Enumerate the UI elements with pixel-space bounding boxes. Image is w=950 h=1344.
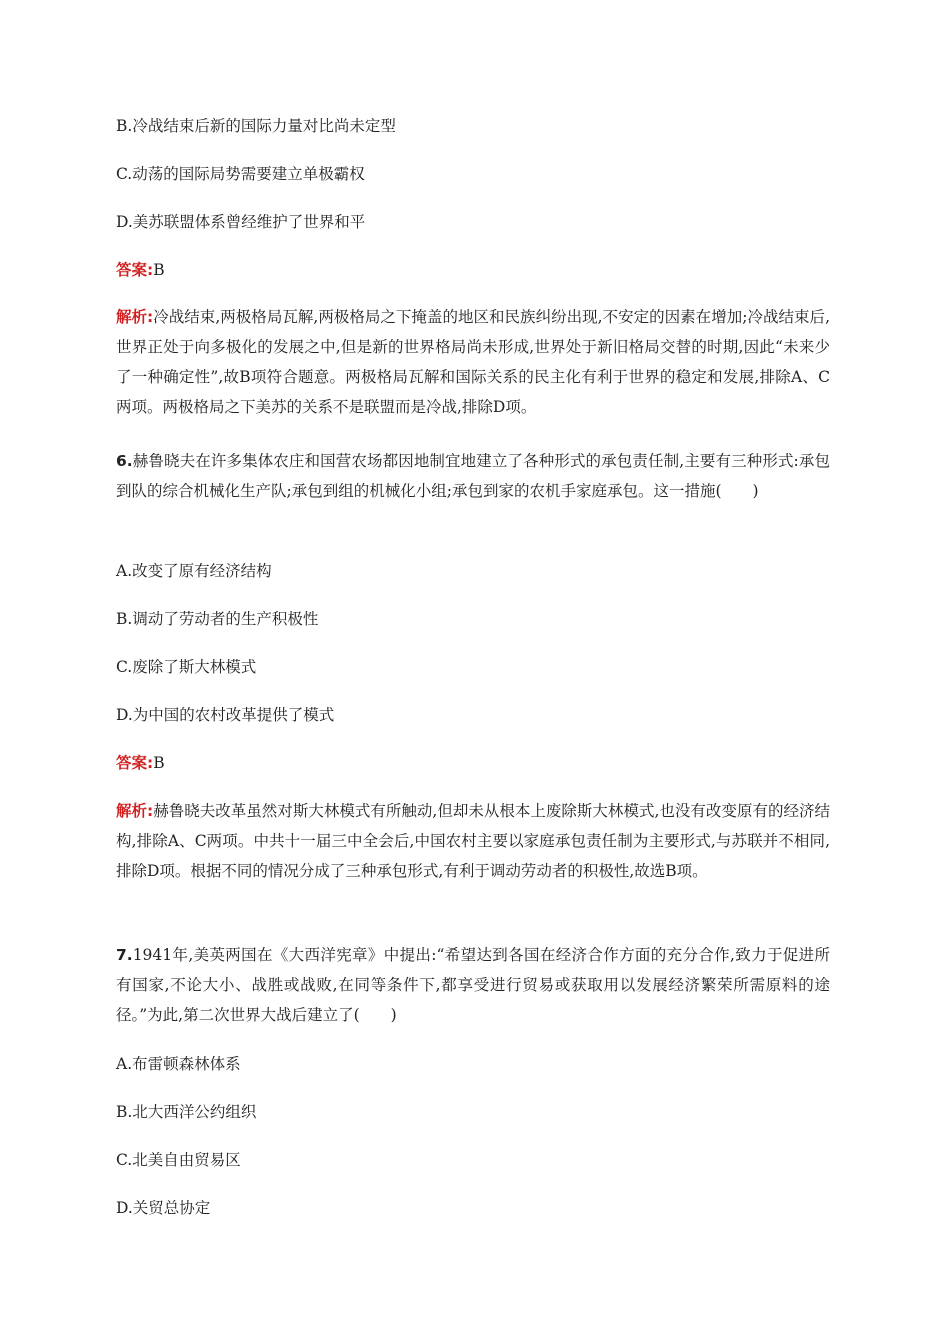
q6-option-d: D.为中国的农村改革提供了模式 — [116, 706, 335, 724]
answer-label: 答案: — [116, 261, 154, 279]
analysis-text: 赫鲁晓夫改革虽然对斯大林模式有所触动,但却未从根本上废除斯大林模式,也没有改变原有的经济结构,排除A、C两项。中共十一届三中全会后,中国农村主要以家庭承包责任制为主要形式,与苏联并不相同,排除D项。根据不同的情况分成了三种承包形式,有利于调动劳动者的积极性,故选B项。 — [116, 802, 830, 880]
question-text: 赫鲁晓夫在许多集体农庄和国营农场都因地制宜地建立了各种形式的承包责任制,主要有三种形式:承包到队的综合机械化生产队;承包到组的机械化小组;承包到家的农机手家庭承包。这一措施( ) — [116, 452, 830, 500]
q6-option-c: C.废除了斯大林模式 — [116, 658, 257, 676]
q7-option-a: A.布雷顿森林体系 — [116, 1055, 241, 1073]
analysis-text: 冷战结束,两极格局瓦解,两极格局之下掩盖的地区和民族纠纷出现,不安定的因素在增加;冷战结束后,世界正处于向多极化的发展之中,但是新的世界格局尚未形成,世界处于新旧格局交替的时期,因此“未来少了一种确定性”,故B项符合题意。两极格局瓦解和国际关系的民主化有利于世界的稳定和发展,排除A、C两项。两极格局之下美苏的关系不是联盟而是冷战,排除D项。 — [116, 308, 830, 416]
q7-option-b: B.北大西洋公约组织 — [116, 1103, 257, 1121]
q5-option-d: D.美苏联盟体系曾经维护了世界和平 — [116, 213, 366, 231]
q7-option-c: C.北美自由贸易区 — [116, 1151, 241, 1169]
q6-answer — [116, 748, 836, 778]
answer-value: B — [153, 261, 165, 279]
q6-analysis — [116, 796, 830, 886]
q7-stem — [116, 940, 830, 1030]
q5-answer — [116, 255, 836, 285]
q5-option-b: B.冷战结束后新的国际力量对比尚未定型 — [116, 117, 396, 135]
q7-option-d: D.关贸总协定 — [116, 1199, 211, 1217]
q5-option-c: C.动荡的国际局势需要建立单极霸权 — [116, 165, 365, 183]
q5-analysis — [116, 302, 830, 422]
q6-stem — [116, 446, 830, 506]
question-text: 1941年,美英两国在《大西洋宪章》中提出:“希望达到各国在经济合作方面的充分合作,致力于促进所有国家,不论大小、战胜或战败,在同等条件下,都享受进行贸易或获取用以发展经济繁荣所需原料的途径。”为此,第二次世界大战后建立了( ) — [116, 946, 830, 1024]
analysis-label: 解析: — [116, 308, 154, 326]
q6-option-a: A.改变了原有经济结构 — [116, 562, 272, 580]
question-number: 7. — [116, 946, 133, 964]
answer-label: 答案: — [116, 754, 154, 772]
q6-option-b: B.调动了劳动者的生产积极性 — [116, 610, 319, 628]
analysis-label: 解析: — [116, 802, 154, 820]
question-number: 6. — [116, 452, 133, 470]
answer-value: B — [153, 754, 165, 772]
